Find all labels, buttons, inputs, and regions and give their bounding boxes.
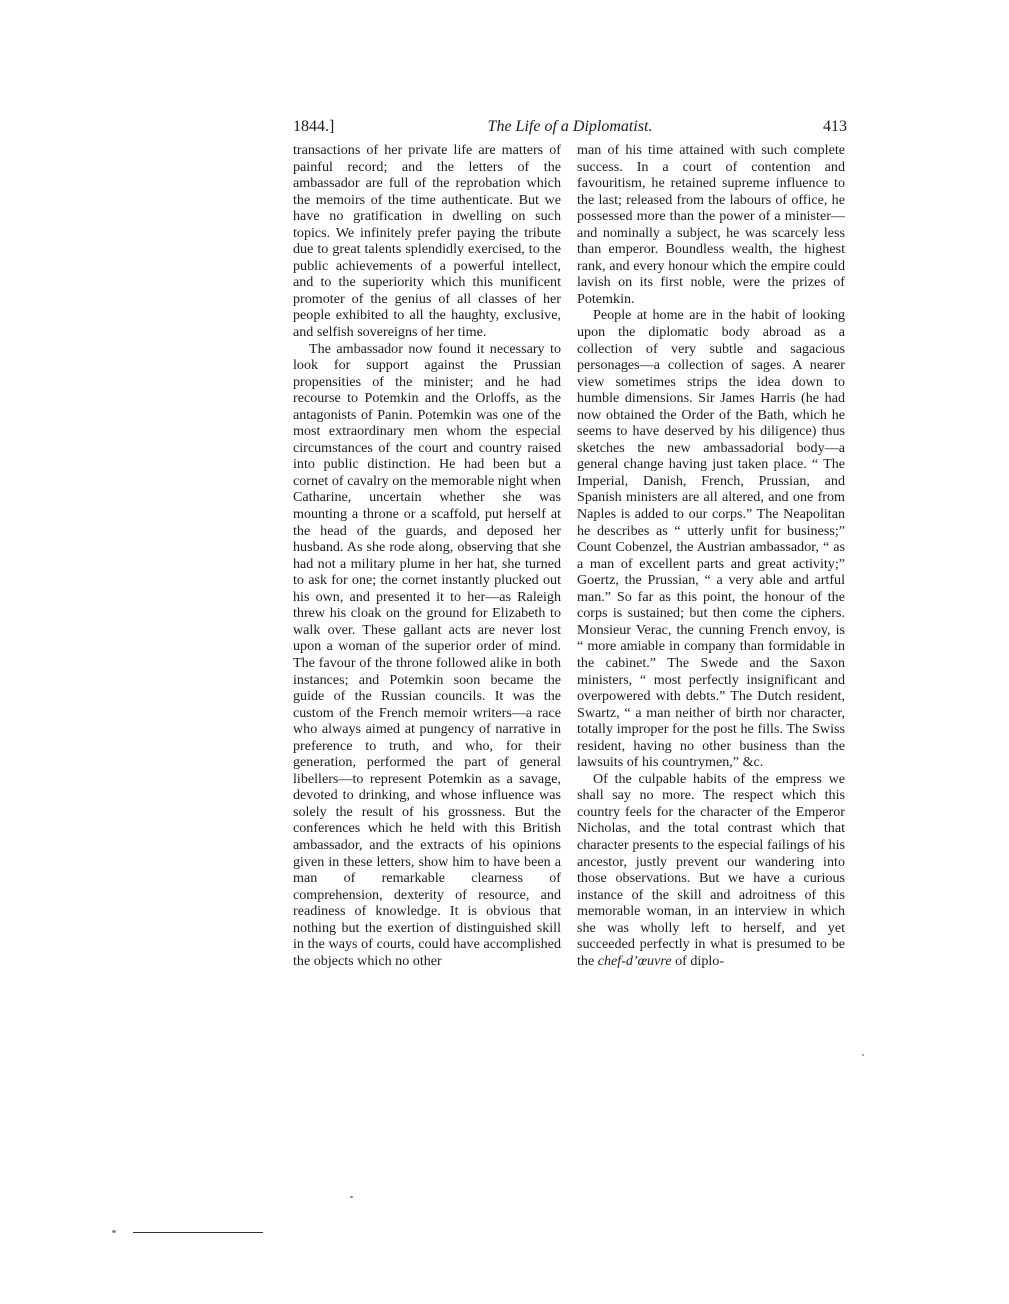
right-column [577,142,845,969]
right-paragraph-1: man of his time attained with such complete success. In a court of contention and favouritism, he retained supreme influence to the last; released from the labours of office, he possessed more than the power of a minister—and nominally a subject, he was scarcely less than emperor. Boundless wealth, the highest rank, and every honour which the empire could lavish on its first noble, were the prizes of Potemkin. [577,142,845,307]
left-paragraph-1: transactions of her private life are matters of painful record; and the letters of the ambassador are full of the reprobation which the memoirs of the time authenticate. But we have no gratification in dwelling on such topics. We infinitely prefer paying the tribute due to great talents splendidly exercised, to the public achievements of a powerful intellect, and to the superiority which this munificent promoter of the genius of all classes of her people exhibited to all the haughty, exclusive, and selfish sovereigns of her time. [293,142,561,341]
scan-speck [112,1230,116,1233]
header-year: 1844.] [293,118,335,135]
right-paragraph-3-tail: of diplo- [671,952,725,969]
scan-speck [350,1196,353,1198]
bottom-rule [133,1232,263,1233]
right-paragraph-2: People at home are in the habit of looking upon the diplomatic body abroad as a collection of very subtle and sagacious personages—a collection of sages. A nearer view sometimes strips the idea down to humble dimensions. Sir James Harris (he had now obtained the Order of the Bath, which he seems to have deserved by his diligence) thus sketches the new ambassadorial body—a general change having just taken place. “ The Imperial, Danish, French, Prussian, and Spanish ministers are all altered, and one from Naples is added to our corps.” The Neapolitan he describes as “ utterly unfit for business;” Count Cobenzel, the Austrian ambassador, “ as a man of excellent parts and great activity;” Goertz, the Prussian, “ a very able and artful man.” So far as this point, the honour of the corps is sustained; but then come the ciphers. Monsieur Verac, the cunning French envoy, is “ more amiable in company than formidable in the cabinet.” The Swede and the Saxon ministers, “ most perfectly insignificant and overpowered with debts.” The Dutch resident, Swartz, “ a man neither of birth nor character, totally improper for the post he fills. The Swiss resident, having no other business than the lawsuits of his countrymen,” &c. [577,307,845,771]
italic-phrase: chef-d’œuvre [597,952,672,969]
running-title: The Life of a Diplomatist. [487,118,653,135]
right-paragraph-3 [577,771,845,970]
right-paragraph-3-text: Of the culpable habits of the empress we shall say no more. The respect which this country feels for the character of the Emperor Nicholas, and the total contrast which that character presents to the especial failings of his ancestor, justly prevent our wandering into those observations. But we have a curious instance of the skill and adroitness of this memorable woman, in an interview in which she was wholly left to herself, and yet succeeded perfectly in what is presumed to be the [577,770,845,969]
running-header [293,118,847,138]
page-number: 413 [823,118,847,135]
scan-speck [862,1054,864,1056]
left-paragraph-2: The ambassador now found it necessary to look for support against the Prussian propensities of the minister; and he had recourse to Potemkin and the Orloffs, as the antagonists of Panin. Potemkin was one of the most extraordinary men whom the especial circumstances of the court and country raised into public distinction. He had been but a cornet of cavalry on the memorable night when Catharine, uncertain whether she was mounting a throne or a scaffold, put herself at the head of the guards, and deposed her husband. As she rode along, observing that she had not a military plume in her hat, she turned to ask for one; the cornet instantly plucked out his own, and presented it to her—as Raleigh threw his cloak on the ground for Elizabeth to walk over. These gallant acts are never lost upon a woman of the superior order of mind. The favour of the throne followed alike in both instances; and Potemkin soon became the guide of the Russian councils. It was the custom of the French memoir writers—a race who always aimed at pungency of narrative in preference to truth, and who, for their generation, performed the part of general libellers—to represent Potemkin as a savage, devoted to drinking, and whose influence was solely the result of his grossness. But the conferences which he held with this British ambassador, and the extracts of his opinions given in these letters, show him to have been a man of remarkable clearness of comprehension, dexterity of resource, and readiness of knowledge. It is obvious that nothing but the exertion of distinguished skill in the ways of courts, could have accomplished the objects which no other [293,340,561,969]
left-column [293,142,561,969]
